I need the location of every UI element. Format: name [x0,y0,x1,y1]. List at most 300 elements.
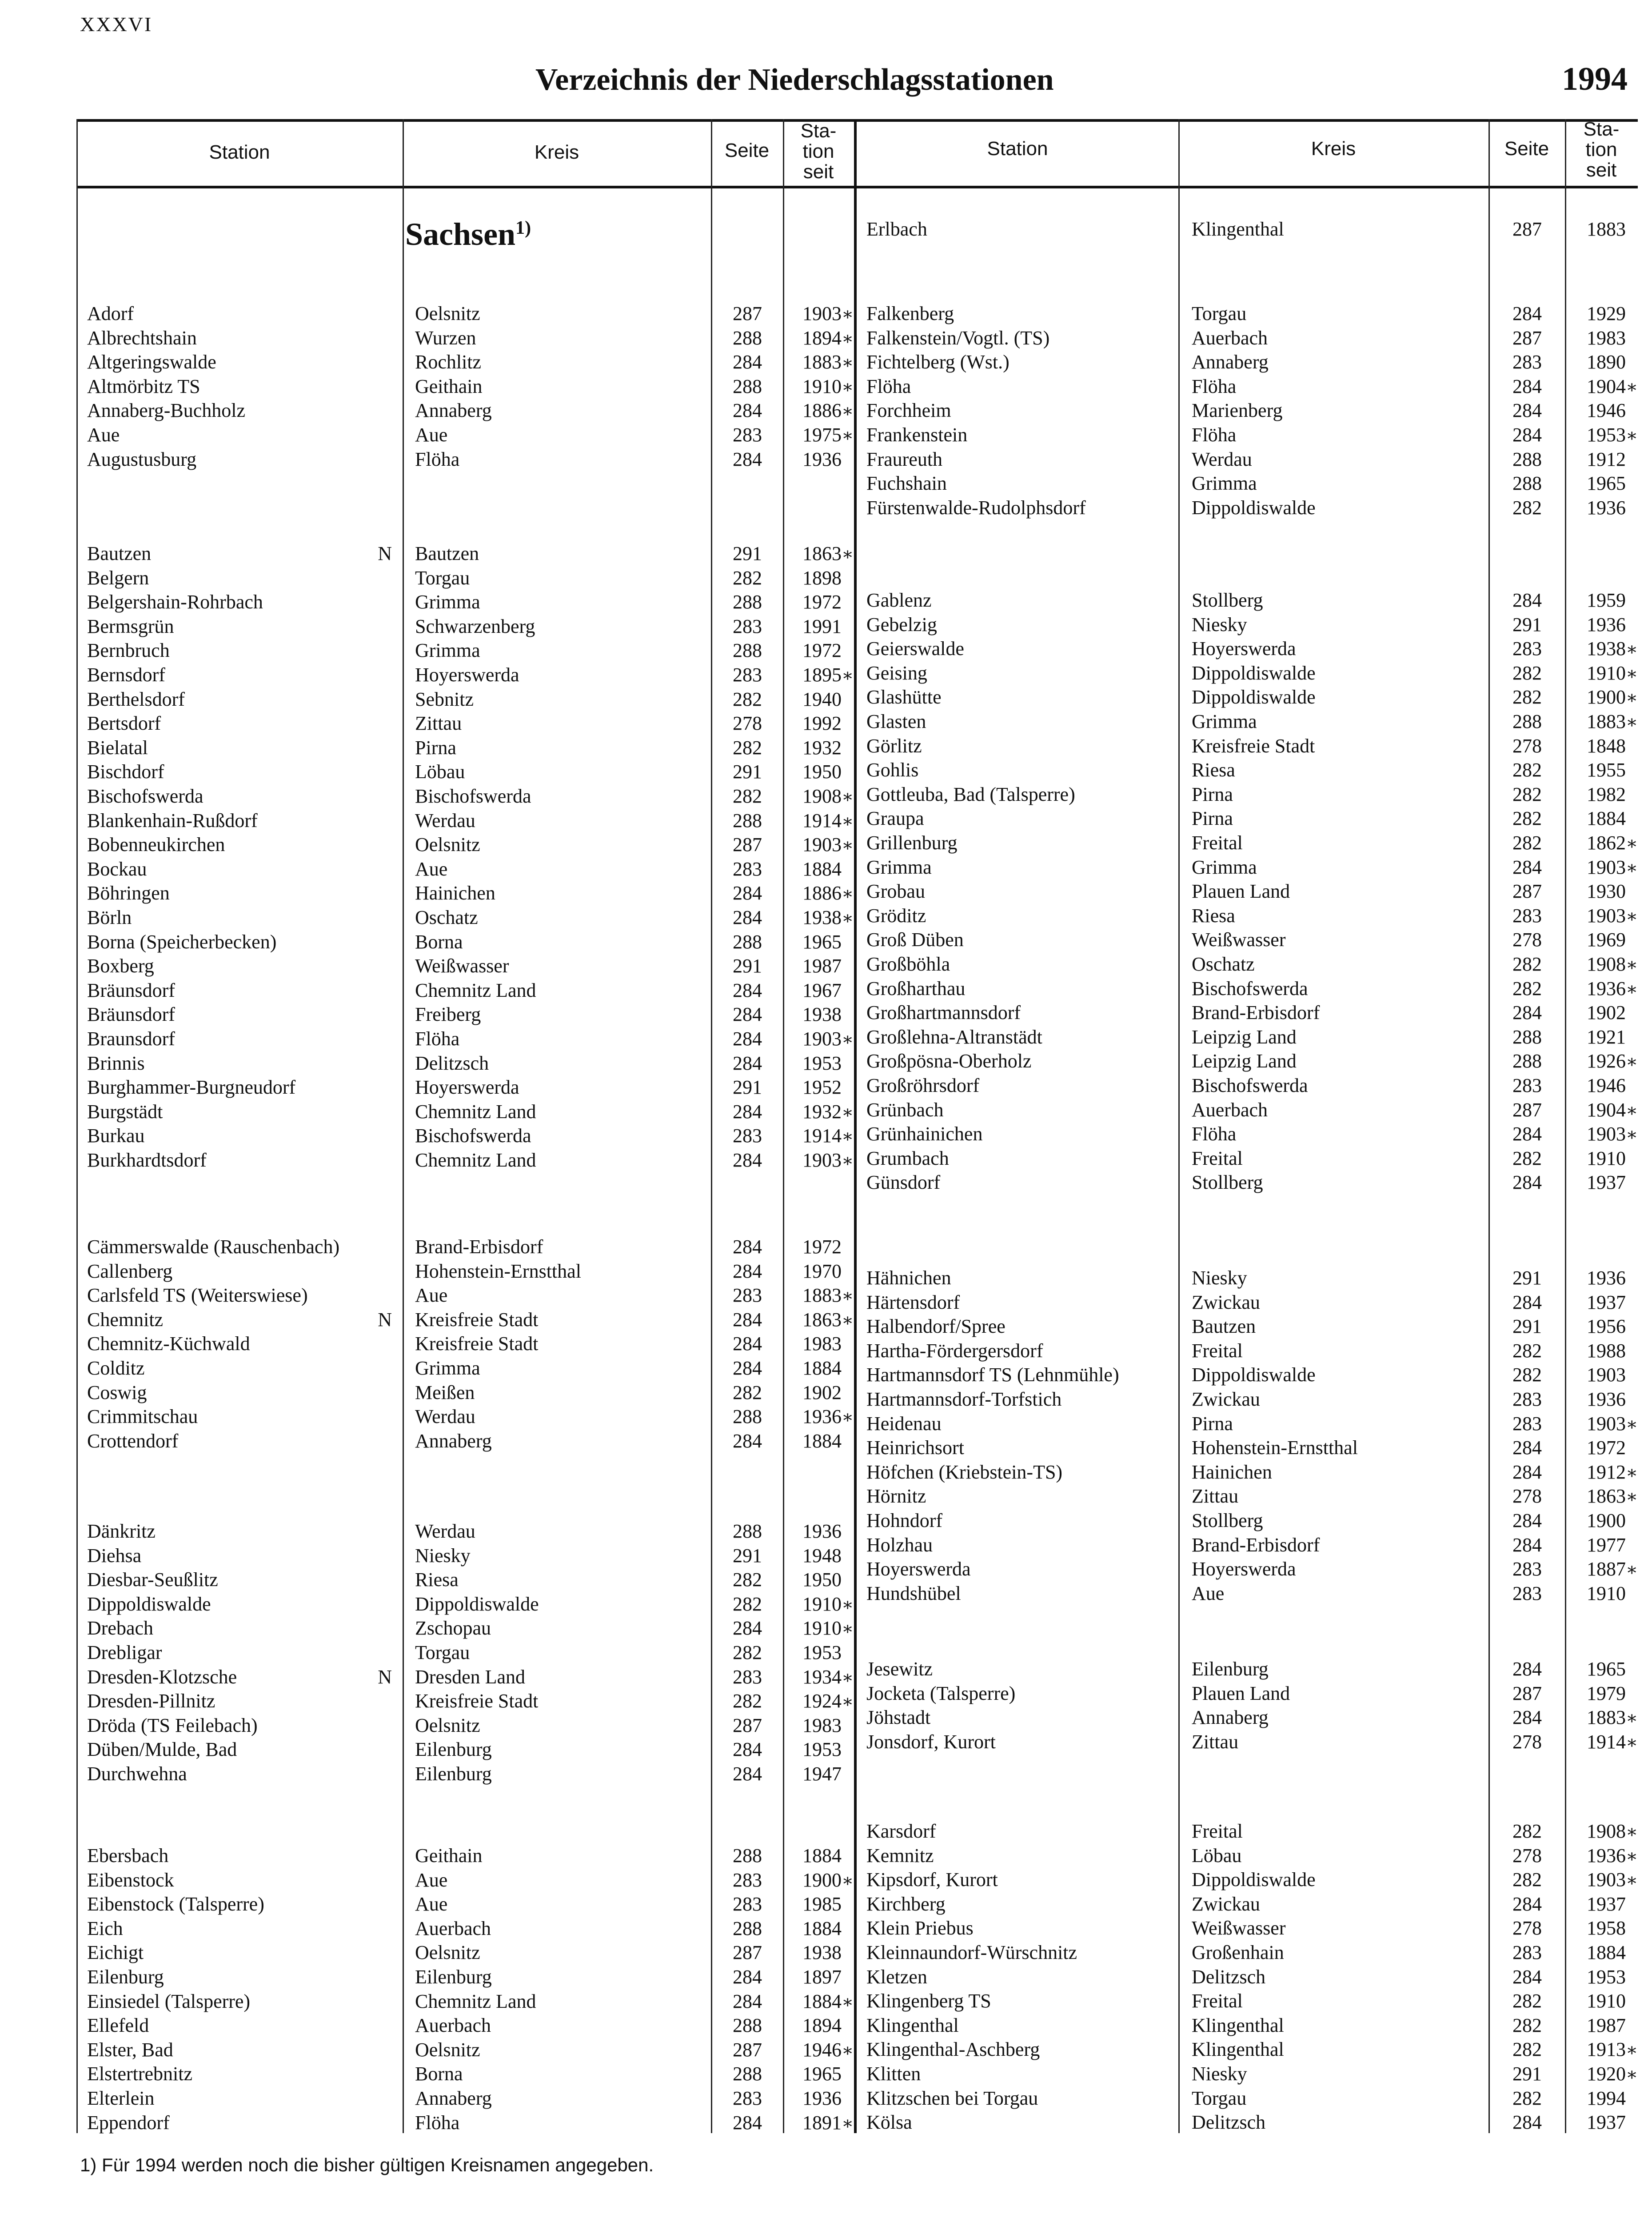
table-row [76,1411,1638,1436]
table-row [76,2110,1638,2134]
kreis-name: Kreisfreie Stadt [415,1690,539,1712]
station-since [1568,1533,1636,1557]
kreis-name: Auerbach [1192,327,1268,349]
since-year: 1903 [1587,1364,1626,1386]
since-year: 1985 [802,1893,842,1915]
since-year: 1903 [1587,1869,1626,1891]
since-year: 1959 [1587,589,1626,611]
station-since [1568,1073,1636,1098]
since-year: 1953 [1587,424,1626,446]
star-marker: ∗ [1626,1732,1638,1752]
table-row [76,952,1638,976]
since-year: 1987 [802,955,842,977]
since-year: 1936 [802,1520,842,1542]
station-name: Glashütte [866,686,942,708]
seite-value: 282 [1512,686,1542,708]
since-year: 1934 [802,1666,842,1688]
station-name: Halbendorf/Spree [866,1315,1006,1338]
star-marker: ∗ [842,1126,854,1147]
since-year: 1936 [1587,1267,1626,1289]
seite-value: 287 [733,2038,762,2061]
star-marker: ∗ [1626,663,1638,683]
star-marker: ∗ [1626,1100,1638,1120]
kreis-name: Aue [1192,1582,1225,1604]
seite-value: 291 [1512,613,1542,635]
station-name: Holzhau [866,1534,933,1556]
seite-value: 284 [733,907,762,928]
station-flag: N [378,1666,392,1688]
seite-value: 282 [1512,1339,1542,1362]
table-row [76,2062,1638,2086]
kreis-name: Pirna [415,736,456,759]
since-year: 1936 [1587,613,1626,635]
seite-value: 278 [1512,735,1542,757]
since-year: 1982 [1587,783,1626,805]
seite-value: 282 [1512,2087,1542,2109]
seite-value: 282 [733,1381,762,1403]
kreis-name: Bischofswerda [415,785,531,807]
table-row [76,2013,1638,2038]
seite-value: 291 [1512,1267,1542,1289]
station-since [1568,903,1636,928]
header-station: Station [209,141,270,163]
station-name: Böhringen [87,882,170,904]
station-name: Groß Düben [866,929,964,951]
station-name: Belgern [87,567,149,589]
star-marker: ∗ [842,1619,854,1639]
since-year: 1903 [802,1028,842,1050]
page-number: XXXVI [80,13,153,36]
seite-value: 282 [1512,662,1542,684]
table-row [76,1892,1638,1916]
seite-value: 284 [1512,1002,1542,1024]
since-year: 1948 [802,1544,842,1567]
since-year: 1953 [1587,1966,1626,1988]
kreis-name: Dresden Land [415,1666,526,1688]
station-name: Chemnitz-Küchwald [87,1333,250,1355]
station-since [1568,1581,1636,1606]
since-year: 1983 [802,1333,842,1355]
seite-value: 287 [1512,880,1542,903]
kreis-name: Brand-Erbisdorf [1192,1534,1320,1556]
since-year: 1898 [802,567,842,589]
kreis-name: Aue [415,424,448,446]
station-name: Graupa [866,807,924,830]
since-year: 1903 [802,303,842,324]
seite-value: 287 [1512,1682,1542,1704]
seite-value: 284 [733,2111,762,2134]
seite-value: 284 [733,1149,762,1171]
seite-value: 284 [733,448,762,470]
seite-value: 284 [733,1028,762,1050]
seite-value: 282 [1512,1990,1542,2012]
kreis-name: Hoyerswerda [1192,638,1296,660]
kreis-name: Borna [415,931,463,953]
seite-value: 283 [733,1125,762,1147]
kreis-name: Oelsnitz [415,834,480,856]
station-since [1568,661,1636,686]
kreis-name: Chemnitz Land [415,1990,536,2012]
since-year: 1947 [802,1763,842,1785]
kreis-name: Oelsnitz [415,303,480,324]
star-marker: ∗ [1626,1822,1638,1842]
station-since [1568,1411,1636,1436]
kreis-name: Auerbach [415,1917,491,1939]
kreis-name: Niesky [1192,613,1247,635]
table-row [76,1989,1638,2013]
station-name: Colditz [87,1357,145,1379]
star-marker: ∗ [842,1286,854,1306]
since-year: 1894 [802,327,842,349]
station-since [786,566,852,590]
seite-value: 282 [733,1642,762,1663]
since-year: 1979 [1587,1682,1626,1704]
station-name: Bockau [87,858,147,880]
station-flag: N [378,1308,392,1331]
kreis-name: Torgau [415,1642,470,1663]
since-year: 1914 [802,1125,842,1147]
station-since [1568,1657,1636,1681]
kreis-name: Wurzen [415,327,476,349]
since-year: 1883 [802,351,842,373]
station-since [1568,447,1636,472]
seite-value: 284 [1512,1706,1542,1729]
star-marker: ∗ [1626,1124,1638,1145]
kreis-name: Hohenstein-Ernstthal [415,1260,581,1282]
seite-value: 288 [733,1917,762,1939]
table-row [76,1508,1638,1533]
kreis-name: Grimma [1192,472,1257,495]
station-name: Fraureuth [866,448,943,470]
station-name: Höfchen (Kriebstein-TS) [866,1461,1063,1483]
since-year: 1910 [1587,1582,1626,1604]
station-since [1568,1290,1636,1315]
station-name: Klitten [866,2063,921,2085]
kreis-name: Hainichen [1192,1461,1272,1483]
kreis-name: Weißwasser [1192,929,1286,951]
seite-value: 282 [733,567,762,589]
seite-value: 282 [1512,1820,1542,1842]
seite-value: 287 [733,1714,762,1736]
since-year: 1908 [1587,1820,1626,1842]
station-name: Eppendorf [87,2111,170,2134]
table-row [76,1122,1638,1146]
station-name: Bernbruch [87,639,170,662]
seite-value: 287 [733,834,762,856]
kreis-name: Bischofswerda [1192,977,1308,999]
table-row [76,541,1638,566]
since-year: 1969 [1587,929,1626,951]
station-name: Bautzen [87,543,152,564]
station-since [1568,496,1636,520]
station-name: Fichtelberg (Wst.) [866,351,1010,373]
kreis-name: Hohenstein-Ernstthal [1192,1437,1358,1459]
since-year: 1863 [802,543,842,564]
kreis-name: Klingenthal [1192,2014,1284,2036]
since-year: 1884 [802,1917,842,1939]
star-marker: ∗ [1626,857,1638,878]
table-row [76,709,1638,734]
table-row [76,1616,1638,1640]
since-year: 1897 [802,1966,842,1988]
table-row [76,217,1638,241]
since-year: 1887 [1587,1558,1626,1580]
station-name: Cämmerswalde (Rauschenbach) [87,1236,340,1258]
since-year: 1972 [802,639,842,662]
kreis-name: Flöha [1192,375,1237,397]
station-name: Hoyerswerda [866,1558,971,1580]
seite-value: 288 [733,1520,762,1542]
star-marker: ∗ [1626,425,1638,445]
seite-value: 288 [733,1406,762,1428]
seite-value: 282 [1512,977,1542,999]
star-marker: ∗ [842,1310,854,1330]
station-since [786,541,852,566]
kreis-name: Marienberg [1192,400,1283,422]
since-year: 1884 [802,858,842,880]
table-row [76,423,1638,447]
seite-value: 283 [733,1893,762,1915]
station-name: Härtensdorf [866,1291,960,1313]
star-marker: ∗ [1626,979,1638,999]
seite-value: 284 [733,1100,762,1123]
table-row [76,471,1638,496]
station-since [1568,1000,1636,1025]
station-since [1568,2013,1636,2038]
since-year: 1894 [802,2014,842,2037]
seite-value: 278 [1512,1844,1542,1866]
station-name: Jocketa (Talsperre) [866,1682,1016,1704]
seite-value: 287 [1512,327,1542,349]
seite-value: 284 [1512,1461,1542,1483]
seite-value: 287 [733,303,762,324]
since-year: 1950 [802,761,842,783]
kreis-name: Freital [1192,1339,1243,1362]
star-marker: ∗ [842,1667,854,1687]
station-name: Gröditz [866,904,926,927]
since-year: 1863 [1587,1485,1626,1507]
since-year: 1967 [802,979,842,1001]
star-marker: ∗ [842,1407,854,1427]
kreis-name: Eilenburg [415,1738,492,1761]
station-since [1568,879,1636,903]
since-year: 1936 [1587,496,1626,519]
station-since [1568,855,1636,880]
star-marker: ∗ [842,1151,854,1171]
station-name: Elstertrebnitz [87,2063,193,2085]
table-row [76,1170,1638,1195]
footnote: 1) Für 1994 werden noch die bisher gültigen Kreisnamen angegeben. [80,2154,654,2175]
seite-value: 288 [733,1845,762,1866]
station-since [1568,1681,1636,1706]
station-name: Düben/Mulde, Bad [87,1738,237,1761]
station-name: Albrechtshain [87,327,197,349]
kreis-name: Pirna [1192,1412,1233,1435]
station-since [1568,1146,1636,1171]
kreis-name: Eilenburg [415,1763,492,1785]
kreis-name: Chemnitz Land [415,1149,536,1171]
station-since [1568,1843,1636,1868]
since-year: 1938 [802,1942,842,1964]
kreis-name: Zittau [1192,1730,1239,1753]
since-year: 1903 [1587,1412,1626,1435]
station-name: Berthelsdorf [87,688,185,710]
table-row [76,1819,1638,1843]
table-row [76,636,1638,661]
since-year: 1975 [802,424,842,446]
since-year: 1884 [1587,807,1626,830]
kreis-name: Chemnitz Land [415,979,536,1001]
seite-value: 284 [733,1308,762,1331]
star-marker: ∗ [1626,2064,1638,2084]
header-kreis: Kreis [1311,138,1356,160]
since-year: 1936 [1587,1388,1626,1410]
seite-value: 291 [733,1076,762,1099]
station-name: Dresden-Pillnitz [87,1690,215,1712]
seite-value: 288 [733,591,762,613]
header-station: Station [987,138,1048,160]
station-name: Gablenz [866,589,932,611]
kreis-name: Werdau [415,809,475,831]
station-name: Elster, Bad [87,2038,173,2061]
kreis-name: Dippoldiswalde [1192,686,1316,708]
since-year: 1900 [802,1869,842,1891]
seite-value: 284 [733,1236,762,1258]
station-since [786,1616,852,1641]
seite-value: 288 [1512,1050,1542,1072]
station-name: Bräunsdorf [87,979,175,1001]
since-year: 1903 [1587,1123,1626,1145]
station-name: Dresden-Klotzsche [87,1666,237,1688]
since-year: 1884 [802,1990,842,2012]
star-marker: ∗ [1626,1559,1638,1580]
star-marker: ∗ [1626,1870,1638,1890]
kreis-name: Löbau [1192,1844,1242,1866]
station-name: Geising [866,662,927,684]
kreis-name: Leipzig Land [1192,1050,1297,1072]
since-year: 1938 [802,1003,842,1026]
seite-value: 283 [1512,638,1542,660]
station-name: Bernsdorf [87,664,165,686]
kreis-name: Eilenburg [1192,1658,1269,1680]
since-year: 1883 [1587,218,1626,240]
star-marker: ∗ [842,304,854,324]
seite-value: 288 [733,931,762,953]
kreis-name: Dippoldiswalde [1192,496,1316,519]
seite-value: 288 [733,639,762,662]
seite-value: 288 [1512,472,1542,495]
table-row [76,1762,1638,1786]
star-marker: ∗ [842,2113,854,2133]
station-name: Gottleuba, Bad (Talsperre) [866,783,1075,805]
table-row [76,1867,1638,1892]
station-name: Klein Priebus [866,1917,974,1939]
seite-value: 283 [733,1869,762,1891]
table-rows [76,119,1638,2133]
since-year: 1932 [802,1100,842,1123]
station-since [1568,734,1636,758]
header-station-seit: Sta- tion seit [1583,118,1620,181]
station-name: Burkhardtsdorf [87,1149,207,1171]
table-row [76,1657,1638,1681]
station-name: Eibenstock (Talsperre) [87,1893,264,1915]
kreis-name: Klingenthal [1192,218,1284,240]
station-since [1568,709,1636,734]
station-since [1568,1098,1636,1123]
seite-value: 283 [733,424,762,446]
station-since [1568,1435,1636,1460]
kreis-name: Flöha [1192,1123,1237,1145]
seite-value: 288 [733,2063,762,2085]
since-year: 1950 [802,1569,842,1591]
kreis-name: Torgau [1192,303,1247,324]
since-year: 1936 [1587,977,1626,999]
seite-value: 288 [1512,1026,1542,1048]
kreis-name: Delitzsch [1192,1966,1266,1988]
seite-value: 283 [1512,1388,1542,1410]
station-since [1568,2086,1636,2110]
station-name: Diehsa [87,1544,142,1567]
kreis-name: Chemnitz Land [415,1100,536,1123]
star-marker: ∗ [842,1594,854,1615]
table-row [76,1705,1638,1730]
table-row [76,1581,1638,1606]
star-marker: ∗ [842,1102,854,1122]
station-name: Kipsdorf, Kurort [866,1869,998,1891]
seite-value: 284 [1512,1291,1542,1313]
table-row [76,1557,1638,1581]
seite-value: 282 [1512,496,1542,519]
seite-value: 284 [1512,1658,1542,1680]
station-name: Großpösna-Oberholz [866,1050,1032,1072]
since-year: 1924 [802,1690,842,1712]
since-year: 1937 [1587,1171,1626,1194]
kreis-name: Freiberg [415,1003,481,1026]
station-name: Blankenhain-Rußdorf [87,809,258,831]
station-since [1568,1989,1636,2013]
seite-value: 283 [1512,1558,1542,1580]
kreis-name: Zwickau [1192,1893,1260,1915]
kreis-name: Brand-Erbisdorf [415,1236,543,1258]
kreis-name: Löbau [415,761,465,783]
since-year: 1938 [802,907,842,928]
station-since [1568,806,1636,831]
kreis-name: Aue [415,1284,448,1307]
since-year: 1946 [802,2038,842,2061]
table-row [76,831,1638,855]
seite-value: 282 [1512,832,1542,854]
station-name: Dänkritz [87,1520,156,1542]
station-name: Kleinnaundorf-Würschnitz [866,1942,1077,1963]
star-marker: ∗ [842,1691,854,1712]
station-name: Kletzen [866,1966,927,1988]
station-since [786,1762,852,1786]
station-since [1568,1339,1636,1363]
station-name: Grumbach [866,1147,949,1169]
kreis-name: Delitzsch [1192,2111,1266,2134]
since-year: 1910 [1587,1147,1626,1169]
station-name: Coswig [87,1381,147,1403]
station-name: Grünbach [866,1099,944,1121]
seite-value: 283 [1512,351,1542,373]
star-marker: ∗ [842,401,854,421]
station-since [786,1235,852,1259]
station-name: Hähnichen [866,1267,951,1289]
since-year: 1886 [802,882,842,904]
station-name: Eich [87,1917,123,1939]
station-name: Kölsa [866,2111,912,2134]
station-since [1568,1363,1636,1387]
